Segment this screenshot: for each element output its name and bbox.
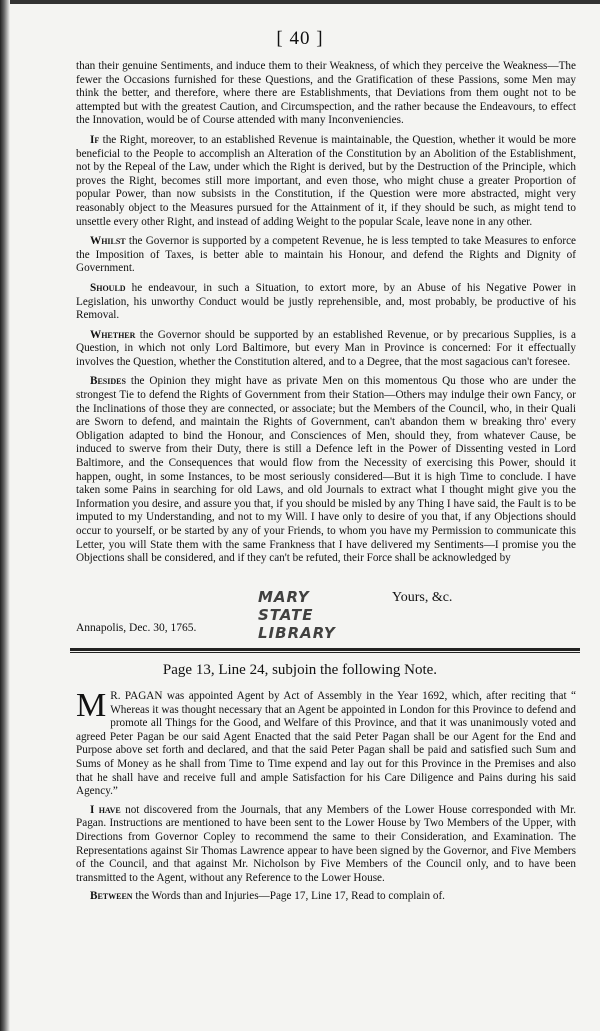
paragraph-5: Besides the Opinion they might have as private Men on this momentous Qu those who are under the strongest Tie to defend the Rights of Government from their Station—Others may indulge their own Fancy, or the Inclinations of those they are connected, or associate; but the Members of the Council, who, in their Quali are Sworn to defend, and maintain the Rights of Government, can't abandon them w breaking thro' every Obligation adapted to bind the Honour, and Consciences of Men, should they, from whatever Cause, be induced to swerve from their Duty, there is still a Defence left in the Power of Dissenting vested in Lord Baltimore, and the Consequences that would flow from the Necessity of exercising this Power, should it happen, ought, in some Instances, to be most seriously considered—But it is high Time to conclude. I have taken some Pains in searching for old Laws, and old Journals to extract what I thought might give you the Information you desire, and assure you that, if you should be misled by any Thing I have said, the Fault is to be imputed to my Understanding, and not to my Will. I have only to desire of you that, if any Objections should occur to yourself, or be started by any of your Friends, to whom you have my Permission to communicate this Letter, you will State them with the same Frankness that I have delivered my Sentiments—I promise you the Objections shall be considered, and if they can't be refuted, their Force shall be acknowledged by — [76, 375, 576, 565]
note-paragraph-1: M R. PAGAN was appointed Agent by Act of Assembly in the Year 1692, which, after reciting that “ Whereas it was thought necessary that an Agent be appointed in London for this Province to defend and promote all Things for the Good, and Welfare of this Province, and that it was unanimously voted and agreed Peter Pagan be our said Agent Enacted that the said Peter Pagan shall be our Agent for the End and Purpose above set forth and declared, and that the said Peter Pagan shall be paid and satisfied such Sum and Sums of Money as he shall from Time to Time expend and lay out for this Province in the Premises and also that he shall have and receive full and ample Satisfaction for his Care Diligence and Pains during his said Agency.” — [76, 687, 576, 798]
note-paragraph-3: Between the Words than and Injuries—Page 17, Line 17, Read to complain of. — [90, 890, 445, 903]
paragraph-3: Should he endeavour, in such a Situation, to extort more, by an Abuse of his Negative Power in Legislation, his unworthy Conduct would be justly reprehensible, and, most probably, be productive of his Removal. — [76, 281, 576, 322]
paragraph-0: than their genuine Sentiments, and induce them to their Weakness, of which they perceive the Weakness—The fewer the Occasions furnished for these Questions, and the Gratification of these Passions, some Men may think the better, and therefore, where there are Establishments, that Deviations from them ought not to be attempted but with the greatest Caution, and Circumspection, and the rather because the Endeavours, to effect the Innovation, would be of Course attended with many Inconveniencies. — [76, 60, 576, 127]
library-stamp-line-2: STATE — [258, 606, 314, 624]
dateline: Annapolis, Dec. 30, 1765. — [76, 622, 197, 634]
note-heading: Page 13, Line 24, subjoin the following Note. — [162, 662, 438, 678]
note-paragraph-2: I have not discovered from the Journals, that any Members of the Lower House corresponded with Mr. Pagan. Instructions are mentioned to have been sent to the Lower House by Two Members of the Upper, with Directions from Governor Copley to recommend the same to their Consideration, and Examination. The Representations against Sir Thomas Lawrence appear to have been signed by the Governor, and Five Members of the Council, and that against Mr. Nicholson by Five Members of the Council only, and to have been transmitted to the Agent, without any Reference to the Lower House. — [76, 803, 577, 884]
scan-edge-left — [0, 0, 10, 1031]
library-stamp-line-3: LIBRARY — [258, 624, 336, 642]
drop-cap: M — [76, 687, 107, 724]
scan-edge-top — [0, 0, 600, 4]
paragraph-1: If the Right, moreover, to an established Revenue is maintainable, the Question, whether it would be more beneficial to the People to accomplish an Alteration of the Constitution by an Abolition of the Establishment, not by the Repeal of the Law, under which the Right is derived, but by the Destruction of the Principle, which proves the Right, becomes still more important, and even those, who might chuse a greater Proportion of popular Power, than now subsists in the Constitution, if the Question were more abstracted, might very reasonably object to the Measures pursued for the Attainment of it, if they should be such, as might tend to unsettle every other Right, and instead of adding Weight to the popular Scale, leave none in any other. — [76, 133, 576, 228]
closing-salutation: Yours, &c. — [392, 590, 453, 605]
section-rule — [70, 648, 580, 651]
letter-body — [76, 60, 576, 572]
paragraph-4: Whether the Governor should be supported by an established Revenue, or by precarious Supplies, is a Question, in which not only Lord Baltimore, but every Man in Province is concerned: For it effectually involves the Question, whether the Constitution altered, and to a Degree, that the most sagacious can't foresee. — [76, 328, 576, 368]
section-rule-thin — [70, 652, 580, 653]
page-number: [ 40 ] — [276, 28, 324, 49]
paragraph-2: Whilst the Governor is supported by a competent Revenue, he is less tempted to take Measures to enforce the Imposition of Taxes, is better able to maintain his Honour, and defend the Rights and Dignity of Government. — [76, 235, 576, 275]
note-body — [76, 687, 577, 909]
library-stamp-line-1: MARY — [258, 588, 310, 606]
